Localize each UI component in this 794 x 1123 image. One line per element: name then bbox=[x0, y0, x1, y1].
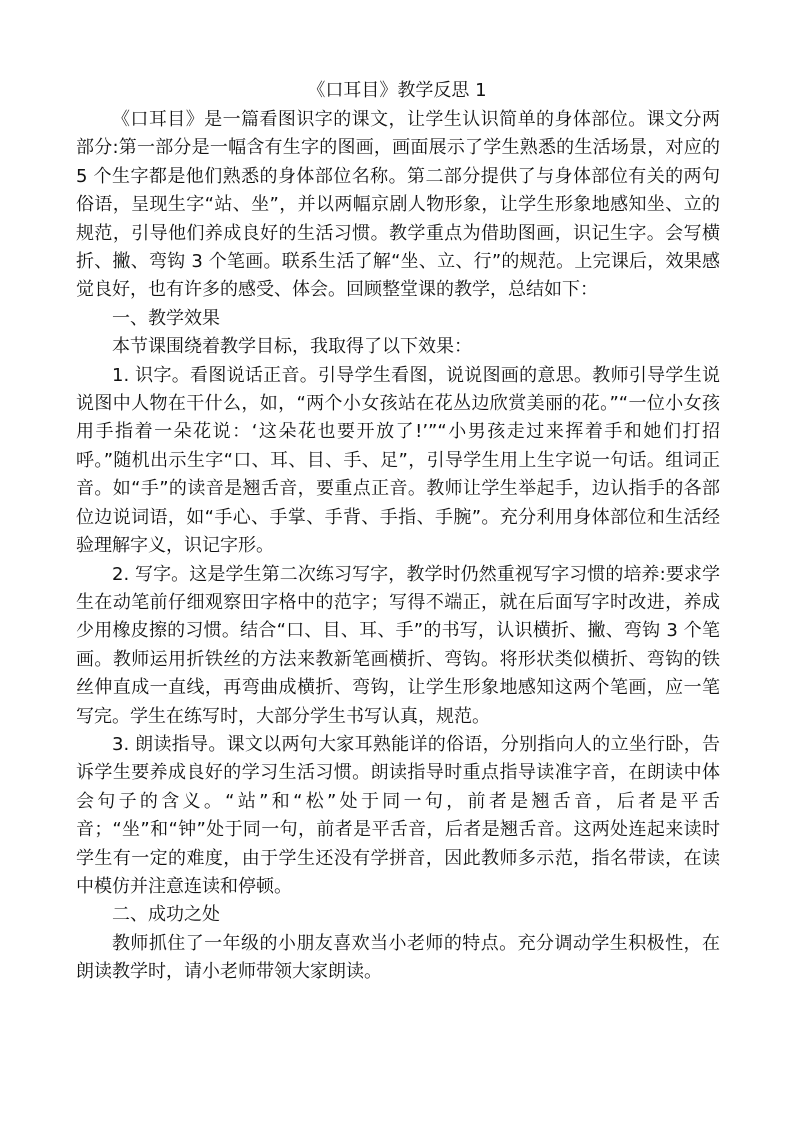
section-heading-success: 二、成功之处 bbox=[112, 904, 220, 926]
intro-paragraph: 《口耳目》是一篇看图识字的课文，让学生认识简单的身体部位。课文分两部分:第一部分是一幅含有生字的图画，画面展示了学生熟悉的生活场景，对应的 5 个生字都是他们熟悉的身体部位名称。第二部分提供了与身体部位有关的两句俗语，呈现生字“站、坐”，并以两幅京剧人物形象，让学生形象地感知坐、立的规范，引导他们养成良好的生活习惯。教学重点为借助图画，识记生字。会写横折、撇、弯钩 3 个笔画。联系生活了解“坐、立、行”的规范。上完课后，效果感觉良好，也有许多的感受、体会。回顾整堂课的教学，总结如下： bbox=[76, 109, 720, 301]
section-heading-teaching-effect: 一、教学效果 bbox=[112, 307, 220, 329]
document-title: 《口耳目》教学反思 1 bbox=[307, 80, 487, 101]
document-body bbox=[76, 106, 720, 987]
literacy-paragraph: 1. 识字。看图说话正音。引导学生看图，说说图画的意思。教师引导学生说说图中人物在干什么，如，“两个小女孩站在花丛边欣赏美丽的花。”“一位小女孩用手指着一朵花说：‘这朵花也要开放了!’”“小男孩走过来挥着手和她们打招呼。”随机出示生字“口、耳、目、手、足”，引导学生用上生字说一句话。组词正音。如“手”的读音是翘舌音，要重点正音。教师让学生举起手，边认指手的各部位边说词语，如“手心、手掌、手背、手指、手腕”。充分利用身体部位和生活经验理解字义，识记字形。 bbox=[76, 364, 720, 557]
section-intro-paragraph: 本节课围绕着教学目标，我取得了以下效果： bbox=[112, 336, 472, 358]
success-paragraph: 教师抓住了一年级的小朋友喜欢当小老师的特点。充分调动学生积极性，在朗读教学时，请小老师带领大家朗读。 bbox=[76, 932, 720, 983]
writing-paragraph: 2. 写字。这是学生第二次练习写字，教学时仍然重视写字习惯的培养:要求学生在动笔前仔细观察田字格中的范字；写得不端正，就在后面写字时改进，养成少用橡皮擦的习惯。结合“口、目、耳、手”的书写，认识横折、撇、弯钩 3 个笔画。教师运用折铁丝的方法来教新笔画横折、弯钩。将形状类似横折、弯钩的铁丝伸直成一直线，再弯曲成横折、弯钩，让学生形象地感知这两个笔画，应一笔写完。学生在练写时，大部分学生书写认真，规范。 bbox=[76, 563, 720, 727]
reading-guidance-paragraph: 3. 朗读指导。课文以两句大家耳熟能详的俗语，分别指向人的立坐行卧，告诉学生要养成良好的学习生活习惯。朗读指导时重点指导读准字音，在朗读中体会句子的含义。“站”和“松”处于同一句，前者是翘舌音，后者是平舌音；“坐”和“钟”处于同一句，前者是平舌音，后者是翘舌音。这两处连起来读时学生有一定的难度，由于学生还没有学拼音，因此教师多示范，指名带读，在读中模仿并注意连读和停顿。 bbox=[76, 733, 720, 897]
